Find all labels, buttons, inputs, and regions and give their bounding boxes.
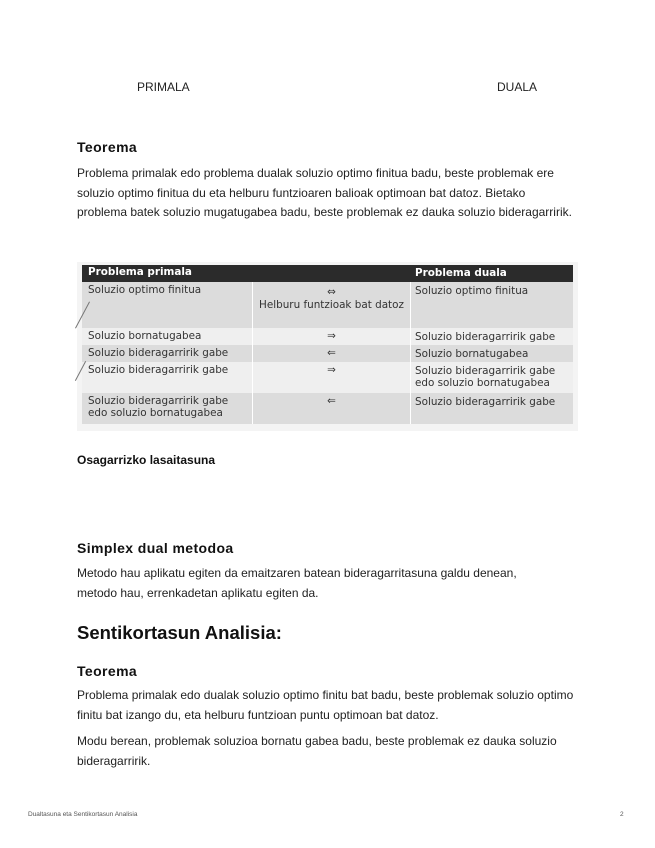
theorem-1-title: Teorema [77,139,138,155]
table-header-dual: Problema duala [415,267,507,279]
right-arrow-icon: ⇒ [327,330,336,342]
right-arrow-icon: ⇒ [327,364,336,376]
footer-document-title: Dualtasuna eta Sentikortasun Analisia [28,811,138,818]
theorem-2-title: Teorema [77,663,138,679]
table-row [82,362,573,393]
column-heading-primala: PRIMALA [137,80,190,94]
left-arrow-icon: ⇐ [327,395,336,407]
table-cell-dual: Soluzio bideragarririk gabe [415,331,556,343]
table-row [82,345,573,362]
table-cell-primal: Soluzio bornatugabea [88,330,202,342]
sensitivity-analysis-title: Sentikortasun Analisia: [77,622,282,643]
table-cell-dual: Soluzio optimo finitua [415,285,529,297]
equivalence-arrow-icon: ⇔ [327,286,336,298]
table-cell-dual: Soluzio bideragarririk gabe edo soluzio bornatugabea [415,365,556,389]
table-cell-relation-note: Helburu funtzioak bat datoz [259,299,404,311]
theorem-2-paragraph-2: Modu berean, problemak soluzioa bornatu gabea badu, beste problemak ez dauka soluzio bideragarririk. [77,734,557,768]
simplex-dual-paragraph: Metodo hau aplikatu egiten da emaitzaren batean bideragarritasuna galdu denean, metodo hau, errenkadetan aplikatu egiten da. [77,566,517,600]
table-cell-dual: Soluzio bideragarririk gabe [415,396,556,408]
footer-page-number: 2 [620,811,624,818]
table-header-primal: Problema primala [88,266,192,278]
theorem-2-paragraph-1: Problema primalak edo dualak soluzio optimo finitu bat badu, beste problemak soluzio optimo finitu bat izango du, eta helburu funtzioan puntu optimoan bat datoz. [77,688,574,722]
complementary-slackness-heading: Osagarrizko lasaitasuna [77,453,216,467]
table-cell-dual: Soluzio bornatugabea [415,348,529,360]
duality-table [77,262,578,431]
table-cell-primal: Soluzio bideragarririk gabe [88,347,229,359]
table-cell-relation [253,286,410,312]
simplex-dual-title: Simplex dual metodoa [77,540,234,556]
table-cell-primal: Soluzio bideragarririk gabe [88,364,229,376]
column-heading-duala: DUALA [497,80,538,94]
theorem-1-paragraph: Problema primalak edo problema dualak soluzio optimo finitua badu, beste problemak ere soluzio optimo finitua du eta helburu funtzioaren balioak optimoan bat datoz. Bietako problema batek soluzio mugatugabea badu, beste problemak ez dauka soluzio bideragarririk. [77,166,572,219]
table-header-row [82,265,573,282]
left-arrow-icon: ⇐ [327,347,336,359]
table-row [82,282,573,328]
table-cell-primal: Soluzio optimo finitua [88,284,202,296]
table-cell-primal: Soluzio bideragarririk gabe edo soluzio bornatugabea [88,395,229,419]
table-row [82,393,573,424]
table-row [82,328,573,345]
